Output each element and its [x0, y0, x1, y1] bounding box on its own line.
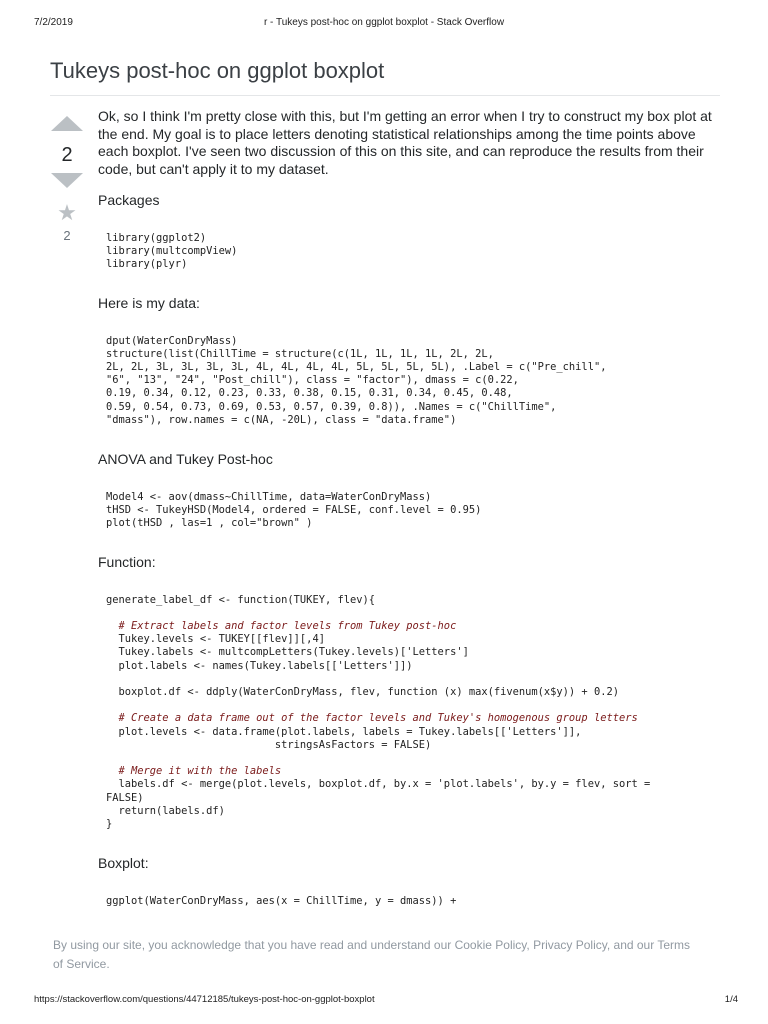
upvote-arrow-icon[interactable] — [51, 116, 83, 131]
code-line: library(ggplot2) — [106, 231, 207, 244]
code-line: return(labels.df) — [106, 804, 225, 817]
section-label-packages: Packages — [98, 192, 160, 208]
code-line: plot(tHSD , las=1 , col="brown" ) — [106, 516, 313, 529]
code-line: stringsAsFactors = FALSE) — [106, 738, 432, 751]
question-intro: Ok, so I think I'm pretty close with this, but I'm getting an error when I try to construct my box plot at the end. My goal is to place letters denoting statistical relationships among the time points above each boxplot. I've seen two discussion of this on this site, and can reproduce the results from their code, but can't apply it to my dataset. — [98, 108, 712, 177]
code-line: library(multcompView) — [106, 244, 238, 257]
code-line: } — [106, 818, 113, 831]
print-page-number: 1/4 — [724, 994, 738, 1005]
section-label-function: Function: — [98, 554, 156, 571]
print-header — [0, 0, 768, 26]
code-comment-line: # Merge it with the labels — [106, 765, 282, 778]
code-line: library(plyr) — [106, 257, 188, 270]
print-page-title: r - Tukeys post-hoc on ggplot boxplot - Stack Overflow — [263, 17, 505, 28]
code-line: structure(list(ChillTime = structure(c(1L, 1L, 1L, 1L, 2L, 2L, — [106, 347, 494, 360]
print-url: https://stackoverflow.com/questions/44712185/tukeys-post-hoc-on-ggplot-boxplot — [34, 994, 375, 1005]
code-block-data — [98, 335, 723, 427]
code-line: boxplot.df <- ddply(WaterConDryMass, flev, function (x) max(fivenum(x$y)) + 0.2) — [106, 686, 619, 699]
code-line: "dmass"), row.names = c(NA, -20L), class = "data.frame") — [106, 413, 457, 426]
question-body — [98, 108, 723, 908]
code-block-function — [98, 594, 723, 832]
code-line: Tukey.labels <- multcompLetters(Tukey.levels)['Letters'] — [106, 646, 469, 659]
cookie-notice: By using our site, you acknowledge that you have read and understand our Cookie Policy, Privacy Policy, and our Terms of Service. — [53, 938, 691, 971]
section-label-boxplot: Boxplot: — [98, 855, 149, 872]
code-line: 0.19, 0.34, 0.12, 0.23, 0.33, 0.38, 0.15, 0.31, 0.34, 0.45, 0.48, — [106, 387, 513, 400]
code-line: generate_label_df <- function(TUKEY, flev){ — [106, 593, 375, 606]
code-line: Tukey.levels <- TUKEY[[flev]][,4] — [106, 633, 325, 646]
section-label-anova: ANOVA and Tukey Post-hoc — [98, 451, 273, 468]
code-line: labels.df <- merge(plot.levels, boxplot.df, by.x = 'plot.labels', by.y = flev, sort = — [106, 778, 651, 791]
vote-score: 2 — [61, 144, 73, 166]
code-comment-line: # Extract labels and factor levels from Tukey post-hoc — [106, 620, 457, 633]
code-line: Model4 <- aov(dmass~ChillTime, data=WaterConDryMass) — [106, 490, 432, 503]
code-line: "6", "13", "24", "Post_chill"), class = "factor"), dmass = c(0.22, — [106, 374, 519, 387]
title-divider — [50, 95, 720, 96]
vote-panel — [50, 112, 84, 243]
code-line: dput(WaterConDryMass) — [106, 334, 238, 347]
code-line: tHSD <- TukeyHSD(Model4, ordered = FALSE, conf.level = 0.95) — [106, 503, 482, 516]
favorite-star-icon[interactable]: ★ — [57, 200, 77, 225]
code-line: ggplot(WaterConDryMass, aes(x = ChillTime, y = dmass)) + — [106, 894, 457, 907]
code-comment-line: # Create a data frame out of the factor levels and Tukey's homogenous group letters — [106, 712, 638, 725]
downvote-arrow-icon[interactable] — [51, 173, 83, 188]
code-block-boxplot — [98, 895, 723, 908]
print-date: 7/2/2019 — [34, 17, 73, 28]
code-line: plot.levels <- data.frame(plot.labels, labels = Tukey.labels[['Letters']], — [106, 725, 582, 738]
favorite-count: 2 — [63, 228, 71, 243]
code-line: plot.labels <- names(Tukey.labels[['Letters']]) — [106, 659, 413, 672]
question-title[interactable]: Tukeys post-hoc on ggplot boxplot — [50, 58, 385, 83]
code-line: 0.59, 0.54, 0.73, 0.69, 0.53, 0.57, 0.39, 0.8)), .Names = c("ChillTime", — [106, 400, 557, 413]
code-line: FALSE) — [106, 791, 144, 804]
section-label-data: Here is my data: — [98, 295, 200, 312]
code-block-packages — [98, 232, 723, 272]
code-block-anova — [98, 491, 723, 531]
code-line: 2L, 2L, 3L, 3L, 3L, 3L, 4L, 4L, 4L, 4L, 5L, 5L, 5L, 5L), .Label = c("Pre_chill", — [106, 361, 607, 374]
